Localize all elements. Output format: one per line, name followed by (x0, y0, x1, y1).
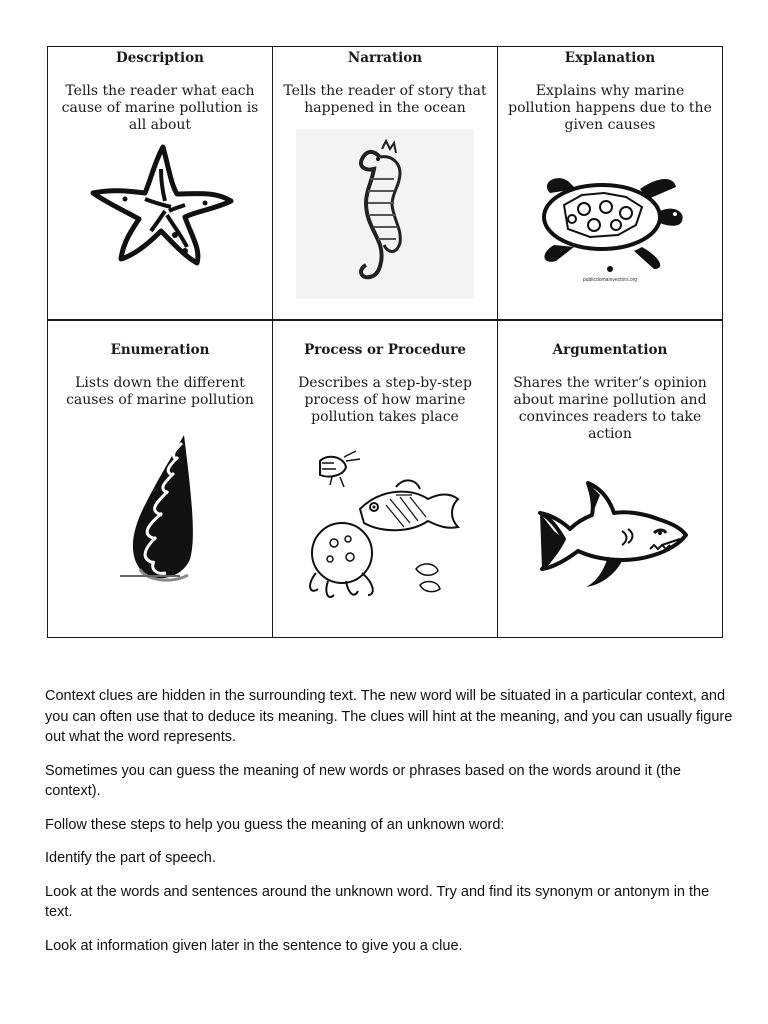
table-row (48, 321, 723, 638)
cell-description-text: Shares the writer’s opinion about marine pollution and convinces readers to take action (513, 375, 707, 442)
cell-title: Enumeration (110, 342, 210, 358)
cell-title: Explanation (564, 50, 656, 66)
cell-description-text: Tells the reader what each cause of marine pollution is all about (61, 83, 259, 133)
sea-creatures-icon (273, 449, 497, 609)
seahorse-icon (273, 129, 497, 299)
cell-argumentation (498, 321, 723, 638)
paragraph: Sometimes you can guess the meaning of new words or phrases based on the words around it (the context). (45, 762, 681, 799)
cell-title: Narration (347, 50, 423, 66)
image-credit: publicdomainvectors.org (582, 277, 638, 283)
cell-title: Process or Procedure (304, 342, 466, 358)
cell-description-text: Tells the reader of story that happened in the ocean (283, 83, 487, 116)
body-text (45, 686, 735, 969)
cell-enumeration (48, 321, 273, 638)
paragraph: Context clues are hidden in the surrounding text. The new word will be situated in a particular context, and you can often use that to deduce its meaning. The clues will hint at the meaning, and you can usually figure out what the word represents. (45, 688, 733, 745)
cell-description-text: Describes a step-by-step process of how marine pollution takes place (298, 375, 472, 425)
cell-explanation (498, 47, 723, 320)
cell-title: Description (116, 50, 204, 66)
cell-description (48, 47, 273, 320)
paragraph: Identify the part of speech. (45, 850, 216, 866)
paragraph: Look at information given later in the sentence to give you a clue. (45, 937, 463, 954)
starfish-icon (48, 139, 272, 269)
table-row (48, 47, 723, 320)
cell-title: Argumentation (552, 342, 668, 358)
turtle-icon (498, 165, 722, 285)
cell-description-text: Lists down the different causes of marine pollution (66, 375, 254, 408)
seashell-icon (48, 429, 272, 589)
shark-icon (498, 473, 722, 603)
text-types-table (47, 46, 723, 638)
cell-description-text: Explains why marine pollution happens due to the given causes (508, 83, 712, 133)
cell-process-or-procedure (273, 321, 498, 638)
paragraph: Follow these steps to help you guess the meaning of an unknown word: (45, 816, 505, 833)
cell-narration (273, 47, 498, 320)
paragraph: Look at the words and sentences around the unknown word. Try and find its synonym or antonym in the text. (45, 883, 710, 920)
